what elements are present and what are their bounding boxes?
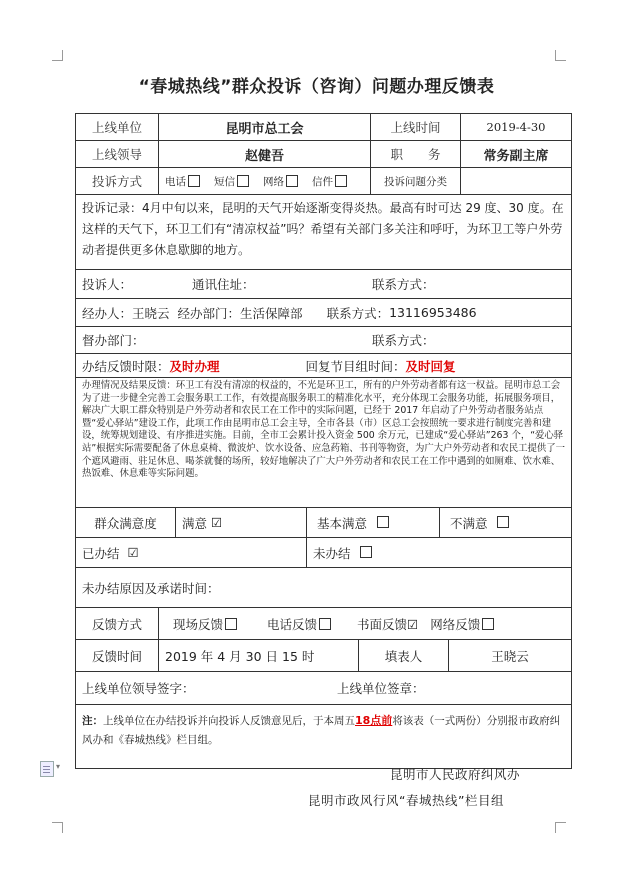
basic-satisfied-label: 基本满意 <box>317 515 368 531</box>
leader-sign-label: 上线单位领导签字： <box>82 681 195 696</box>
method-web[interactable] <box>263 174 298 189</box>
deadline-row <box>76 354 571 378</box>
document-title: “春城热线”群众投诉（咨询）问题办理反馈表 <box>138 77 495 97</box>
feedback-method-options <box>159 608 571 640</box>
post-label: 职 务 <box>371 141 461 168</box>
feedback-time-value: 2019 年 4 月 30 日 15 时 <box>159 640 359 672</box>
method-sms[interactable] <box>214 174 249 189</box>
feedback-form-table <box>75 113 572 769</box>
complainant-label: 投诉人： <box>82 277 133 292</box>
note-part2: 将该表（一式两份）分别报市政府纠风办和《春城热线》栏目组。 <box>82 715 561 746</box>
address-label: 通讯住址： <box>192 277 255 292</box>
document-icon[interactable] <box>40 761 54 777</box>
method-label: 投诉方式 <box>76 168 159 195</box>
method-letter-label: 信件 <box>312 175 333 188</box>
checkbox-letter[interactable] <box>335 175 347 187</box>
feedback-written[interactable] <box>357 615 418 633</box>
note-deadline: 18点前 <box>355 714 393 727</box>
feedback-web-checkbox[interactable] <box>482 618 494 630</box>
signature-row <box>76 672 571 705</box>
supervisor-row <box>76 327 571 354</box>
reason-row <box>76 568 571 608</box>
method-web-label: 网络 <box>263 175 284 188</box>
footer-issuer-2: 昆明市政风行风“春城热线”栏目组 <box>308 793 504 808</box>
handler-label: 经办人： <box>82 305 133 321</box>
form-note <box>76 705 571 768</box>
satisfaction-label: 群众满意度 <box>76 508 176 538</box>
post-value: 常务副主席 <box>461 141 571 168</box>
feedback-time-label: 反馈时间 <box>76 640 159 672</box>
feedback-written-checkbox[interactable]: ☑ <box>407 616 419 632</box>
checkbox-sms[interactable] <box>237 175 249 187</box>
method-options <box>159 168 371 195</box>
footer-issuer-1: 昆明市人民政府纠风办 <box>390 767 521 782</box>
dept-value: 生活保障部 <box>240 305 303 321</box>
basic-satisfied-checkbox[interactable] <box>377 516 389 528</box>
satisfied-label: 满意 <box>182 515 208 531</box>
chevron-down-icon[interactable]: ▾ <box>56 762 61 771</box>
complaint-record: 投诉记录：4月中旬以来，昆明的天气开始逐渐变得炎热。最高有时可达 29 度、30 度。在这样的天气下，环卫工们有“清凉权益”吗？希望有关部门多关注和呼吁，为环卫工等户外劳动者提供更多休息歇脚的地方。 <box>76 195 571 270</box>
not-satisfied-label: 不满意 <box>450 515 488 531</box>
not-satisfied-option[interactable] <box>440 508 571 538</box>
supervisor-phone-label: 联系方式： <box>372 333 435 348</box>
feedback-phone[interactable] <box>267 615 331 633</box>
filler-label: 填表人 <box>359 640 449 672</box>
feedback-web[interactable] <box>430 615 494 633</box>
handling-result: 办理情况及结果反馈：环卫工有没有清凉的权益的，不光是环卫工，所有的户外劳动者都有这一权益。昆明市总工会为了进一步健全完善工会服务职工工作，有效提高服务职工的精准化水平，充分体现工会服务功能，拓展服务项目，解决广大职工群众特别是户外劳动者和农民工在工作中的实际问题，已经于 2017 年启动了户外劳动者服务站点暨“爱心驿站”建设工作，此项工作由昆明市总工会主导，全市各县（市）区总工会按照统一要求进行制度完善和建设，统筹规划建设、有序推进实施。目前，全市工会累计投入资金 500 余万元，已建成“爱心驿站”263 个，“爱心驿站”根据实际需要配备了休息桌椅、微波炉、饮水设备、应急药箱、书刊等物资，为广大户外劳动者和农民工提供了一个遮风避雨、驻足休息、喝茶就餐的场所，较好地解决了广大户外劳动者和农民工在工作中遇到的如厕难、饮水难、热饭难、休息难等实际问题。 <box>76 378 571 508</box>
deadline-value: 及时办理 <box>169 358 220 374</box>
leader-value: 赵健吾 <box>159 141 371 168</box>
reason-label: 未办结原因及承诺时间： <box>82 580 220 596</box>
leader-label: 上线领导 <box>76 141 159 168</box>
done-label: 已办结 <box>82 545 120 561</box>
crop-mark-top-left <box>52 50 63 61</box>
undone-checkbox[interactable] <box>360 546 372 558</box>
crop-mark-bottom-right <box>555 822 566 833</box>
time-label: 上线时间 <box>371 114 461 141</box>
not-satisfied-checkbox[interactable] <box>497 516 509 528</box>
unit-seal-label: 上线单位签章： <box>337 681 425 696</box>
feedback-site-label: 现场反馈 <box>173 616 224 632</box>
unit-value: 昆明市总工会 <box>159 114 371 141</box>
category-value[interactable] <box>461 168 571 195</box>
method-phone-label: 电话 <box>165 175 186 188</box>
checkbox-web[interactable] <box>286 175 298 187</box>
complainant-row <box>76 270 571 299</box>
category-label: 投诉问题分类 <box>371 168 461 195</box>
feedback-phone-label: 电话反馈 <box>267 616 318 632</box>
note-prefix: 注： <box>82 715 103 727</box>
feedback-site-checkbox[interactable] <box>225 618 237 630</box>
unit-label: 上线单位 <box>76 114 159 141</box>
handler-row <box>76 299 571 327</box>
basic-satisfied-option[interactable] <box>307 508 440 538</box>
feedback-method-label: 反馈方式 <box>76 608 159 640</box>
deadline-label: 办结反馈时限： <box>82 358 170 374</box>
feedback-site[interactable] <box>173 615 237 633</box>
complainant-phone-label: 联系方式： <box>372 277 435 292</box>
undone-label: 未办结 <box>313 545 351 561</box>
dept-label: 经办部门： <box>177 305 241 321</box>
method-sms-label: 短信 <box>214 175 235 188</box>
method-letter[interactable] <box>312 174 347 189</box>
crop-mark-bottom-left <box>52 822 63 833</box>
feedback-web-label: 网络反馈 <box>430 616 481 632</box>
feedback-written-label: 书面反馈 <box>357 616 408 632</box>
reply-value: 及时回复 <box>405 358 456 374</box>
handler-phone-value: 13116953486 <box>389 305 477 320</box>
done-checkbox[interactable]: ☑ <box>127 545 139 560</box>
note-part1: 上线单位在办结投诉并向投诉人反馈意见后，于本周五 <box>103 715 355 727</box>
filler-value: 王晓云 <box>449 640 571 672</box>
crop-mark-top-right <box>555 50 566 61</box>
handler-phone-label: 联系方式： <box>326 305 390 321</box>
handler-value: 王晓云 <box>132 305 170 321</box>
feedback-phone-checkbox[interactable] <box>319 618 331 630</box>
undone-option[interactable] <box>307 538 571 568</box>
supervisor-label: 督办部门： <box>82 333 145 348</box>
method-phone[interactable] <box>165 174 200 189</box>
done-option[interactable] <box>76 538 307 568</box>
reply-label: 回复节目组时间： <box>305 358 406 374</box>
satisfied-checkbox[interactable]: ☑ <box>211 515 223 530</box>
time-value: 2019-4-30 <box>461 114 571 141</box>
satisfied-option[interactable] <box>176 508 307 538</box>
checkbox-phone[interactable] <box>188 175 200 187</box>
